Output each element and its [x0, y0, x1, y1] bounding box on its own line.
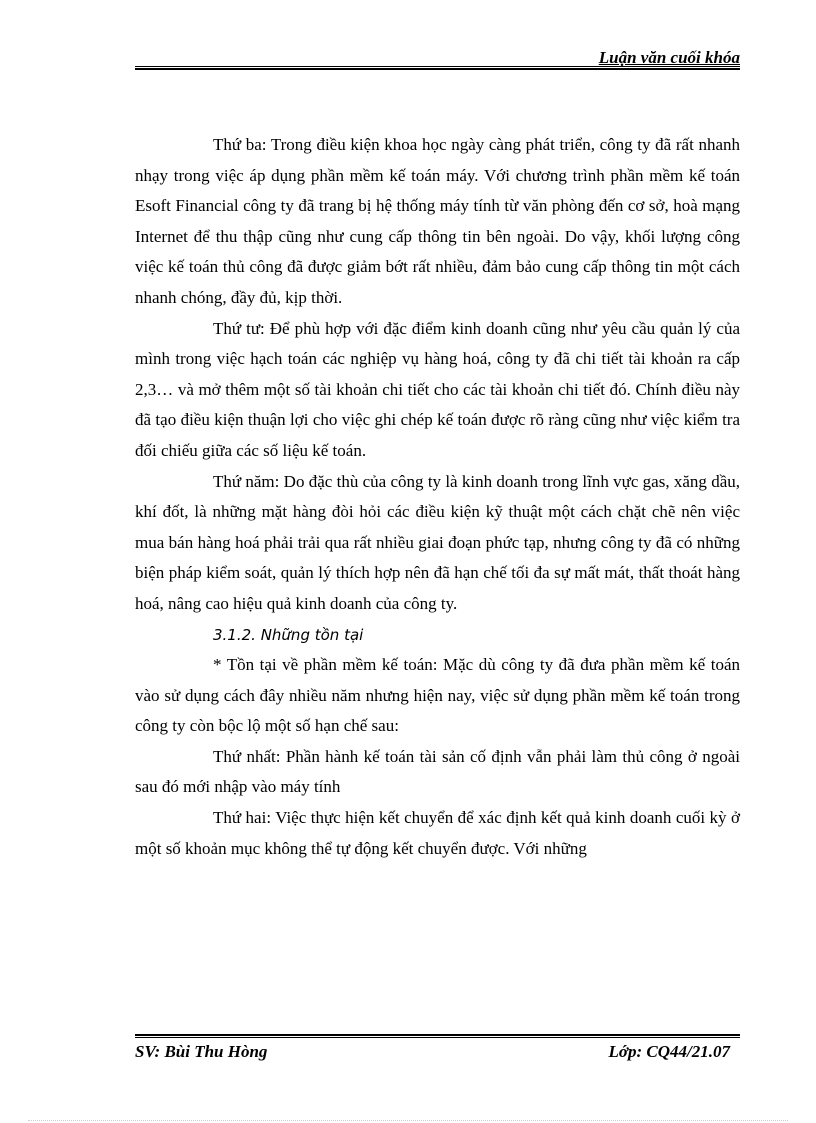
paragraph-thu-hai: Thứ hai: Việc thực hiện kết chuyển để xác định kết quả kinh doanh cuối kỳ ở một số khoản mục không thể tự động kết chuyển được. Với những — [135, 808, 740, 858]
paragraph-ton-tai-phan-mem: * Tồn tại về phần mềm kế toán: Mặc dù công ty đã đưa phần mềm kế toán vào sử dụng cách đây nhiều năm nhưng hiện nay, việc sử dụng phần mềm kế toán trong công ty còn bộc lộ một số hạn chế sau: — [135, 655, 740, 736]
header-title: Luận văn cuối khóa — [598, 48, 740, 67]
page-header — [135, 44, 740, 74]
footer-rule — [135, 1034, 740, 1036]
section-subheading: 3.1.2. Những tồn tại — [213, 625, 364, 644]
header-rule-thick — [135, 68, 740, 70]
paragraph-thu-tu: Thứ tư: Để phù hợp với đặc điểm kinh doanh cũng như yêu cầu quản lý của mình trong việc hạch toán các nghiệp vụ hàng hoá, công ty đã chi tiết tài khoản ra cấp 2,3… và mở thêm một số tài khoản chi tiết cho các tài khoản chi tiết đó. Chính điều này đã tạo điều kiện thuận lợi cho việc ghi chép kế toán được rõ ràng cũng như việc kiểm tra đối chiếu giữa các số liệu kế toán. — [135, 318, 740, 460]
paragraph-thu-ba: Thứ ba: Trong điều kiện khoa học ngày càng phát triển, công ty đã rất nhanh nhạy trong việc áp dụng phần mềm kế toán máy. Với chương trình phần mềm kế toán Esoft Financial công ty đã trang bị hệ thống máy tính từ văn phòng đến cơ sở, hoà mạng Internet để thu thập cũng như cung cấp thông tin bên ngoài. Do vậy, khối lượng công việc kế toán thủ công đã được giảm bớt rất nhiều, đảm bảo cung cấp thông tin một cách nhanh chóng, đầy đủ, kịp thời. — [135, 135, 740, 307]
page-edge-divider — [28, 1120, 788, 1121]
footer-class-code: Lớp: CQ44/21.07 — [608, 1042, 730, 1061]
page-footer — [135, 1034, 740, 1074]
header-rule — [135, 66, 740, 67]
document-body — [135, 130, 740, 864]
paragraph-thu-nhat: Thứ nhất: Phần hành kế toán tài sản cố định vẫn phải làm thủ công ở ngoài sau đó mới nhập vào máy tính — [135, 746, 740, 797]
paragraph-thu-nam: Thứ năm: Do đặc thù của công ty là kinh doanh trong lĩnh vực gas, xăng dầu, khí đốt, là những mặt hàng đòi hỏi các điều kiện kỹ thuật một cách chặt chẽ nên việc mua bán hàng hoá phải trải qua rất nhiều giai đoạn phức tạp, nhưng công ty đã có những biện pháp kiểm soát, quản lý thích hợp nên đã hạn chế tối đa sự mất mát, thất thoát hàng hoá, nâng cao hiệu quả kinh doanh của công ty. — [135, 471, 740, 613]
footer-student-name: SV: Bùi Thu Hòng — [135, 1042, 268, 1061]
footer-rule-thin — [135, 1037, 740, 1038]
